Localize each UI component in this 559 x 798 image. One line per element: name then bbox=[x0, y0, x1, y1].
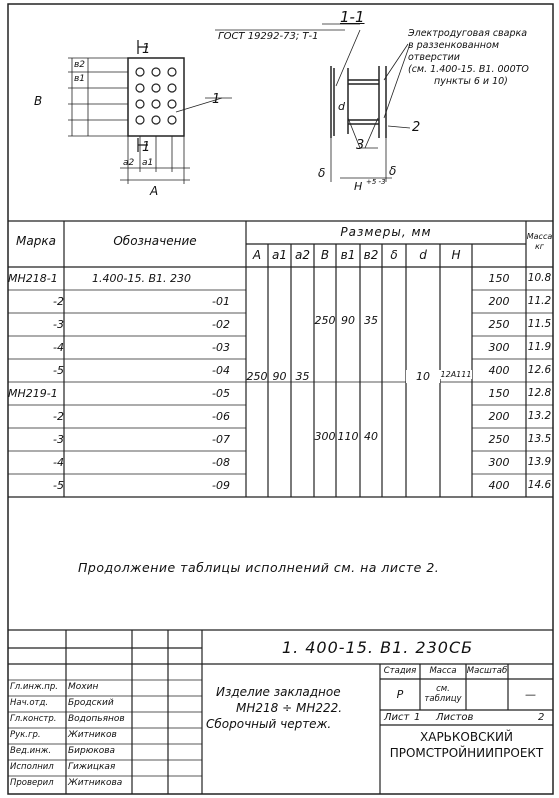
row-H: 400 bbox=[488, 479, 510, 492]
col-header-marka: Марка bbox=[16, 234, 56, 248]
dim-b2-top: в2 bbox=[74, 60, 86, 70]
subcol-header: в2 bbox=[363, 248, 379, 262]
dim-b1-top: в1 bbox=[74, 74, 86, 84]
subcol-header: А bbox=[252, 248, 262, 262]
signer-role: Гл.констр. bbox=[10, 714, 57, 724]
subcol-header: Н bbox=[451, 248, 461, 262]
stadia-label: Стадия bbox=[383, 666, 417, 676]
signer-role: Гл.инж.пр. bbox=[10, 682, 58, 692]
dim-a2: а2 bbox=[123, 158, 135, 168]
row-marka: -3 bbox=[53, 433, 64, 446]
row-massa: 14.6 bbox=[527, 479, 552, 491]
row-oboznachenie: -07 bbox=[212, 433, 230, 446]
row-massa: 13.5 bbox=[527, 433, 552, 445]
row-marka: -5 bbox=[53, 364, 64, 377]
row-oboznachenie: -03 bbox=[212, 341, 230, 354]
signer-name: Житникова bbox=[68, 778, 123, 788]
signer-name: Бирюкова bbox=[68, 746, 116, 756]
callout-3: 3 bbox=[356, 138, 365, 153]
row-H: 200 bbox=[488, 295, 510, 308]
stadia-value: Р bbox=[396, 688, 404, 701]
dim-B: В bbox=[34, 94, 43, 108]
dim-delta-left: δ bbox=[318, 166, 326, 180]
signer-name: Житников bbox=[68, 730, 117, 740]
signer-name: Мохин bbox=[68, 682, 99, 692]
cell-b2-group2: 40 bbox=[364, 430, 378, 443]
subcol-header: d bbox=[419, 248, 427, 262]
col-header-massa: Масса кг bbox=[526, 232, 553, 251]
cell-B-group1: 250 bbox=[314, 314, 336, 327]
row-H: 400 bbox=[488, 364, 510, 377]
row-oboznachenie: 1.400-15. В1. 230 bbox=[92, 272, 191, 285]
row-massa: 10.8 bbox=[527, 272, 552, 284]
cell-a2: 35 bbox=[295, 370, 310, 383]
listov-label: Листов bbox=[436, 712, 474, 723]
col-header-razmery: Размеры, мм bbox=[340, 225, 432, 239]
masshtab-value: — bbox=[525, 688, 536, 701]
row-H: 150 bbox=[488, 272, 510, 285]
massa-value: см. таблицу bbox=[424, 684, 462, 704]
row-marka: -3 bbox=[53, 318, 64, 331]
col-header-oboznachenie: Обозначение bbox=[113, 234, 197, 248]
dim-delta-right: δ bbox=[389, 164, 397, 178]
cut-mark-top: 1 bbox=[142, 42, 151, 57]
row-massa: 12.8 bbox=[527, 387, 552, 399]
row-oboznachenie: -01 bbox=[212, 295, 230, 308]
row-oboznachenie: -09 bbox=[212, 479, 230, 492]
row-marka: -5 bbox=[53, 479, 64, 492]
row-massa: 13.9 bbox=[527, 456, 552, 468]
dim-H: Н bbox=[354, 180, 363, 193]
org-name-line1: ХАРЬКОВСКИЙ bbox=[420, 730, 513, 744]
signer-name: Водопьянов bbox=[68, 714, 125, 724]
massa-label: Масса bbox=[429, 666, 457, 676]
cell-b2-group1: 35 bbox=[364, 314, 378, 327]
row-massa: 11.5 bbox=[527, 318, 552, 330]
dim-H-tolerance: +5 -3 bbox=[366, 178, 386, 186]
row-oboznachenie: -08 bbox=[212, 456, 230, 469]
subcol-header: δ bbox=[390, 248, 398, 262]
signer-name: Гижицкая bbox=[68, 762, 116, 772]
callout-1: 1 bbox=[212, 92, 221, 107]
row-marka: -2 bbox=[53, 410, 64, 423]
gost-reference: ГОСТ 19292-73; Т-1 bbox=[218, 31, 319, 42]
signer-role: Исполнил bbox=[10, 762, 54, 772]
cell-B-group2: 300 bbox=[314, 430, 336, 443]
row-H: 150 bbox=[488, 387, 510, 400]
org-name-line2: ПРОМСТРОЙНИИПРОЕКТ bbox=[389, 746, 544, 760]
document-name: Изделие закладное МН218 ÷ МН222. Сборочный чертеж. bbox=[206, 685, 343, 731]
weld-note: Электродуговая сварка в раззенкованном отверстии (см. 1.400-15. В1. 000ТО пункты 6 и 10) bbox=[408, 28, 529, 87]
row-marka: -4 bbox=[53, 341, 64, 354]
row-H: 250 bbox=[488, 318, 510, 331]
row-massa: 13.2 bbox=[527, 410, 552, 422]
row-oboznachenie: -02 bbox=[212, 318, 230, 331]
cell-delta: 10 bbox=[406, 370, 440, 383]
dim-a1: а1 bbox=[142, 158, 154, 168]
callout-2: 2 bbox=[412, 120, 421, 135]
row-oboznachenie: -06 bbox=[212, 410, 230, 423]
signer-role: Вед.инж. bbox=[10, 746, 52, 756]
subcol-header: в1 bbox=[340, 248, 356, 262]
cell-d: 12А111 bbox=[440, 370, 472, 379]
row-marka: МН219-1 bbox=[8, 387, 58, 400]
signer-role: Нач.отд. bbox=[10, 698, 49, 708]
continuation-note: Продолжение таблицы исполнений см. на листе 2. bbox=[78, 560, 440, 575]
row-H: 300 bbox=[488, 456, 510, 469]
row-massa: 11.2 bbox=[527, 295, 552, 307]
cell-b1-group2: 110 bbox=[337, 430, 359, 443]
cell-A: 250 bbox=[246, 370, 268, 383]
row-H: 300 bbox=[488, 341, 510, 354]
row-massa: 11.9 bbox=[527, 341, 552, 353]
masshtab-label: Масштаб bbox=[466, 666, 508, 676]
dim-A: А bbox=[150, 184, 159, 198]
signer-role: Проверил bbox=[10, 778, 54, 788]
list-number: 1 bbox=[414, 712, 421, 723]
row-H: 200 bbox=[488, 410, 510, 423]
dim-d: d bbox=[338, 100, 345, 113]
cell-b1-group1: 90 bbox=[341, 314, 355, 327]
row-marka: -2 bbox=[53, 295, 64, 308]
document-code: 1. 400-15. В1. 230СБ bbox=[281, 638, 474, 657]
signer-role: Рук.гр. bbox=[10, 730, 41, 740]
subcol-header: а1 bbox=[272, 248, 287, 262]
list-label: Лист bbox=[384, 712, 410, 723]
row-marka: -4 bbox=[53, 456, 64, 469]
cell-a1: 90 bbox=[272, 370, 287, 383]
row-marka: МН218-1 bbox=[8, 272, 58, 285]
section-label: 1-1 bbox=[340, 8, 365, 26]
row-oboznachenie: -05 bbox=[212, 387, 230, 400]
signer-name: Бродский bbox=[68, 698, 114, 708]
cut-mark-bottom: 1 bbox=[142, 140, 151, 155]
subcol-header: В bbox=[320, 248, 330, 262]
row-oboznachenie: -04 bbox=[212, 364, 230, 377]
row-H: 250 bbox=[488, 433, 510, 446]
listov-number: 2 bbox=[538, 712, 545, 723]
row-massa: 12.6 bbox=[527, 364, 552, 376]
subcol-header: а2 bbox=[295, 248, 310, 262]
